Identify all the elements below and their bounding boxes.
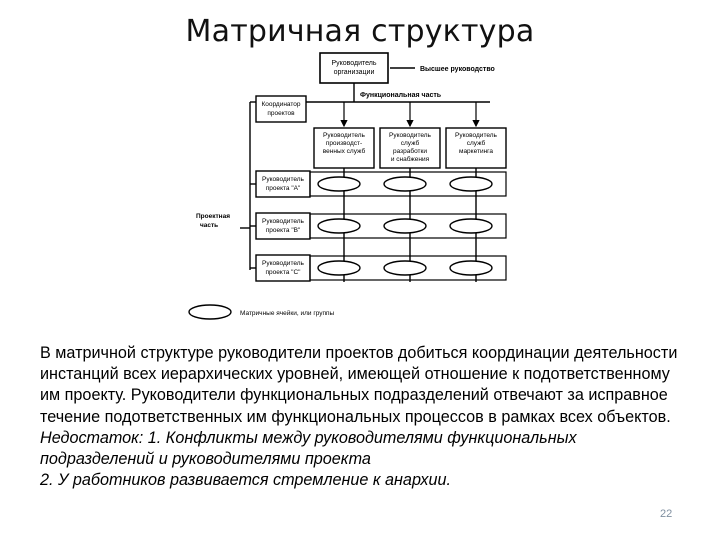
legend-label: Матричные ячейки, или группы — [240, 310, 335, 317]
functional-part-label: Функциональная часть — [360, 92, 442, 99]
coordinator-line-2: проектов — [267, 110, 295, 117]
fh3-line-3: маркетинга — [458, 148, 494, 155]
drawback-2: 2. У работников развивается стремление к анархии. — [40, 471, 452, 490]
coordinator-line-1: Координатор — [261, 101, 301, 108]
fh2-line-4: и снабжения — [390, 156, 430, 163]
coordinator-box — [256, 96, 306, 122]
pm-a-line-2: проекта "А" — [265, 185, 301, 192]
head-box-line-2: организации — [333, 69, 375, 76]
pm-c-line-2: проекта "С" — [265, 269, 301, 276]
pm-a-line-1: Руководитель — [262, 176, 304, 183]
page-number: 22 — [660, 508, 673, 520]
drawback-1: Недостаток: 1. Конфликты между руководителями функциональных подразделений и руководителями проекта — [40, 428, 577, 469]
cell-a2 — [384, 177, 426, 191]
head-box — [320, 53, 388, 83]
top-management-label: Высшее руководство — [420, 66, 495, 73]
pm-c-line-1: Руководитель — [262, 260, 304, 267]
pm-b-line-2: проекта "В" — [265, 227, 301, 234]
fh1-line-3: венных служб — [322, 148, 366, 155]
slide-title: Матричная структура — [185, 14, 535, 49]
fh1-line-1: Руководитель — [323, 132, 365, 139]
cell-b1 — [318, 219, 360, 233]
project-part-label-2: часть — [200, 222, 219, 229]
cell-a3 — [450, 177, 492, 191]
cell-b2 — [384, 219, 426, 233]
cell-c1 — [318, 261, 360, 275]
pm-b-line-1: Руководитель — [262, 218, 304, 225]
fh2-line-3: разработки — [392, 148, 428, 155]
project-part-label-1: Проектная — [196, 213, 230, 220]
cell-a1 — [318, 177, 360, 191]
fh3-line-1: Руководитель — [455, 132, 497, 139]
paragraph: В матричной структуре руководители проектов добиться координации деятельности инстанций всех иерархических уровней, имеющей отношение к подответственному им проекту. Руководители функциональных подразделений отвечают за исправное течение подответственных им функциональных процессов в рамках всех объектов. — [40, 344, 678, 426]
cell-c3 — [450, 261, 492, 275]
legend-ellipse — [189, 305, 231, 319]
cell-b3 — [450, 219, 492, 233]
fh3-line-2: служб — [466, 140, 486, 147]
cell-c2 — [384, 261, 426, 275]
head-box-line-1: Руководитель — [331, 60, 377, 67]
fh2-line-1: Руководитель — [389, 132, 431, 139]
fh1-line-2: производст- — [325, 140, 363, 147]
fh2-line-2: служб — [400, 140, 420, 147]
slide-body-text — [40, 343, 690, 491]
